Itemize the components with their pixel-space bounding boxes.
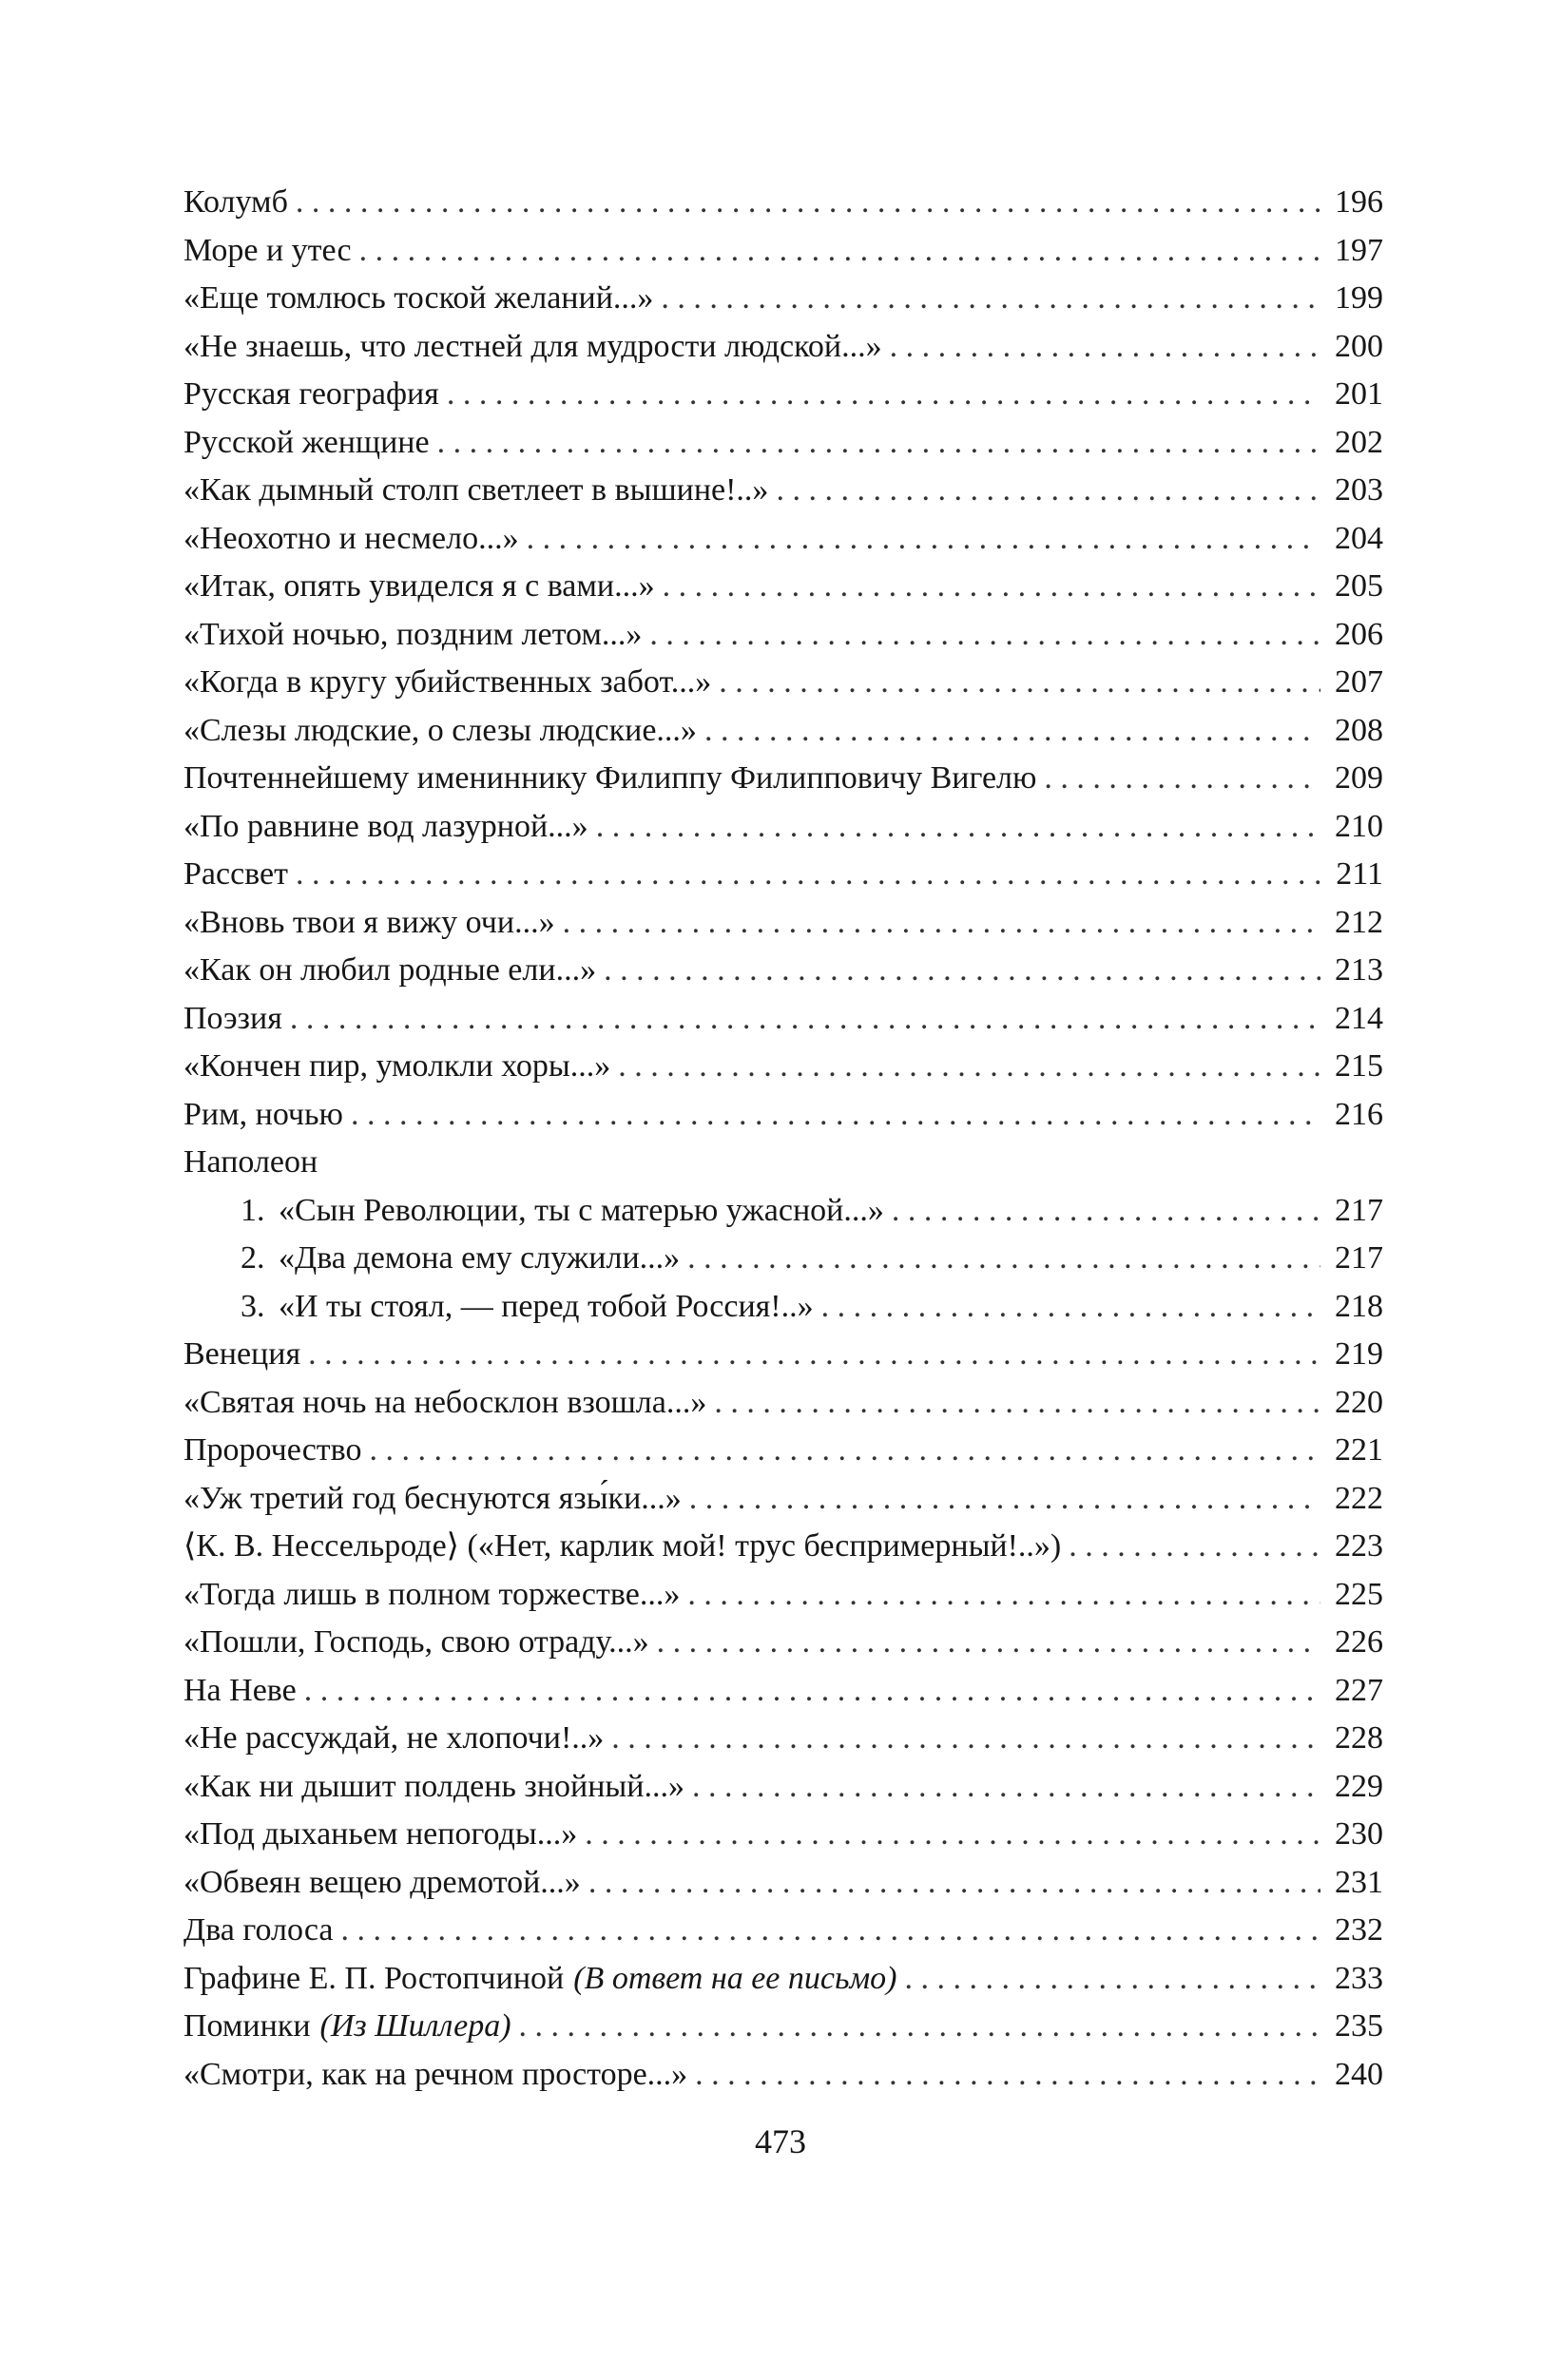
dot-leader [714, 1379, 1320, 1428]
dot-leader [776, 467, 1320, 515]
dot-leader [695, 2051, 1320, 2100]
toc-entry-title: «Как он любил родные ели...» [183, 952, 597, 988]
toc-entry [183, 899, 1383, 948]
toc-entry-page: 227 [1335, 1672, 1383, 1708]
toc-entry-title: «Не рассуждай, не хлопочи!..» [183, 1720, 605, 1756]
dot-leader [689, 1475, 1320, 1524]
dot-leader [596, 803, 1320, 852]
dot-leader [661, 275, 1320, 323]
dot-leader [687, 1235, 1320, 1283]
toc-entry-title: «Обвеян вещею дремотой...» [183, 1864, 581, 1900]
toc-entry-page: 215 [1335, 1048, 1383, 1084]
toc-entry [183, 1427, 1383, 1475]
toc-entry-page: 200 [1335, 328, 1383, 364]
toc-entry-title: «Смотри, как на речном просторе...» [183, 2056, 688, 2092]
toc-entry-page: 233 [1335, 1960, 1383, 1996]
toc-entry-page: 214 [1335, 1000, 1383, 1036]
toc-entry-page: 210 [1335, 808, 1383, 844]
toc-entry-title: Графине Е. П. Ростопчиной [183, 1960, 565, 1996]
dot-leader [351, 1091, 1320, 1140]
toc-entry [183, 1955, 1383, 2004]
toc-entry-page: 231 [1335, 1864, 1383, 1900]
toc-entry-title: «Как ни дышит полдень знойный...» [183, 1768, 684, 1804]
toc-entry-title: «Кончен пир, умолкли хоры...» [183, 1048, 611, 1084]
dot-leader [519, 2003, 1320, 2051]
toc-entry [183, 1475, 1383, 1524]
toc-entry [183, 1331, 1383, 1379]
toc-entry-title: Почтеннейшему имениннику Филиппу Филипповичу Вигелю [183, 760, 1037, 796]
toc-entry-title: «Не знаешь, что лестней для мудрости людской...» [183, 328, 882, 364]
toc-entry-title: Русская география [183, 376, 439, 412]
toc-entry-title: Поэзия [183, 1000, 282, 1036]
toc-entry-page: 225 [1335, 1576, 1383, 1612]
toc-entry [183, 995, 1383, 1044]
toc-entry-title: «И ты стоял, — перед тобой Россия!..» [279, 1288, 814, 1324]
dot-leader [437, 419, 1320, 468]
toc-entry-title: ⟨К. В. Нессельроде⟩ («Нет, карлик мой! трус беспримерный!..») [183, 1528, 1062, 1564]
dot-leader [296, 179, 1320, 227]
dot-leader [704, 707, 1320, 756]
toc-entry [183, 1715, 1383, 1763]
toc-entry-title: «Святая ночь на небосклон взошла...» [183, 1384, 707, 1420]
dot-leader [821, 1283, 1320, 1332]
toc-entry [183, 659, 1383, 707]
toc-entry-number: 1. [241, 1192, 265, 1228]
toc-entry [183, 323, 1383, 372]
toc-entry-title: Море и утес [183, 232, 352, 268]
dot-leader [447, 371, 1320, 419]
toc-entry-title: Наполеон [183, 1144, 318, 1180]
dot-leader [308, 1331, 1320, 1379]
toc-entry-page: 207 [1335, 664, 1383, 700]
toc-entry-page: 197 [1335, 232, 1383, 268]
dot-leader [527, 515, 1320, 564]
toc-entry [183, 515, 1383, 564]
dot-leader [892, 1187, 1320, 1236]
toc-entry [183, 1139, 1383, 1187]
dot-leader [904, 1955, 1320, 2004]
toc-entry-page: 222 [1335, 1480, 1383, 1516]
dot-leader [563, 899, 1320, 948]
toc-entry [183, 1811, 1383, 1859]
toc-entry-page: 206 [1335, 616, 1383, 652]
dot-leader [692, 1763, 1320, 1812]
toc-entry [183, 2003, 1383, 2051]
dot-leader [1044, 755, 1320, 803]
toc-entry-title: «Вновь твои я вижу очи...» [183, 904, 555, 940]
toc-entry [183, 1379, 1383, 1428]
toc-entry-page: 226 [1335, 1624, 1383, 1660]
toc-entry-note: (В ответ на ее письмо) [573, 1960, 897, 1996]
toc-entry [183, 755, 1383, 803]
toc-entry [183, 611, 1383, 660]
toc-entry [183, 227, 1383, 276]
dot-leader [663, 563, 1320, 611]
toc-sub-entry [183, 1235, 1383, 1283]
toc-entry-page: 209 [1335, 760, 1383, 796]
toc-entry [183, 851, 1383, 899]
dot-leader [369, 1427, 1320, 1475]
toc-entry-title: Русской женщине [183, 424, 430, 460]
dot-leader [585, 1811, 1320, 1859]
toc-entry-page: 230 [1335, 1816, 1383, 1852]
toc-entry-title: Рим, ночью [183, 1096, 343, 1132]
toc-entry-page: 219 [1335, 1336, 1383, 1372]
toc-entry-page: 217 [1335, 1192, 1383, 1228]
toc-entry [183, 1091, 1383, 1140]
toc-entry-title: На Неве [183, 1672, 297, 1708]
toc-entry [183, 371, 1383, 419]
toc-entry-page: 217 [1335, 1240, 1383, 1276]
toc-entry-page: 235 [1335, 2008, 1383, 2044]
toc-sub-entry [183, 1187, 1383, 1236]
toc-entry [183, 1667, 1383, 1716]
toc-entry-page: 202 [1335, 424, 1383, 460]
toc-entry-page: 228 [1335, 1720, 1383, 1756]
toc-entry-page: 232 [1335, 1912, 1383, 1948]
toc-entry-title: Венеция [183, 1336, 301, 1372]
toc-entry [183, 1907, 1383, 1955]
toc-entry-title: «Как дымный столп светлеет в вышине!..» [183, 472, 769, 508]
table-of-contents [183, 179, 1383, 2099]
toc-entry-title: «Пошли, Господь, свою отраду...» [183, 1624, 649, 1660]
toc-entry-page: 212 [1335, 904, 1383, 940]
toc-entry-title: Пророчество [183, 1432, 362, 1468]
dot-leader [890, 323, 1320, 372]
dot-leader [657, 1619, 1320, 1667]
toc-entry-page: 211 [1336, 856, 1383, 892]
toc-entry [183, 275, 1383, 323]
toc-entry [183, 1043, 1383, 1091]
toc-entry [183, 2051, 1383, 2100]
toc-entry-title: «Неохотно и несмело...» [183, 520, 519, 556]
toc-entry [183, 1523, 1383, 1571]
toc-entry-title: «Два демона ему служили...» [279, 1240, 681, 1276]
toc-entry-page: 204 [1335, 520, 1383, 556]
dot-leader [719, 659, 1320, 707]
toc-entry [183, 179, 1383, 227]
dot-leader [304, 1667, 1320, 1716]
toc-sub-entry [183, 1283, 1383, 1332]
toc-entry-title: «Еще томлюсь тоской желаний...» [183, 280, 654, 316]
toc-entry-title: «Итак, опять увиделся я с вами...» [183, 568, 655, 604]
dot-leader [296, 851, 1320, 899]
toc-entry-title: «Под дыханьем непогоды...» [183, 1816, 578, 1852]
toc-entry [183, 1859, 1383, 1908]
toc-entry-page: 229 [1335, 1768, 1383, 1804]
toc-entry-title: Два голоса [183, 1912, 334, 1948]
toc-entry-title: «Тогда лишь в полном торжестве...» [183, 1576, 681, 1612]
toc-entry-page: 220 [1335, 1384, 1383, 1420]
toc-entry [183, 419, 1383, 468]
toc-entry-note: (Из Шиллера) [319, 2008, 511, 2044]
toc-entry-title: «Сын Революции, ты с матерью ужасной...» [279, 1192, 884, 1228]
toc-entry-page: 218 [1335, 1288, 1383, 1324]
dot-leader [588, 1859, 1320, 1908]
toc-entry-title: Колумб [183, 184, 288, 220]
toc-entry-title: Рассвет [183, 856, 288, 892]
dot-leader [340, 1907, 1320, 1955]
toc-entry [183, 563, 1383, 611]
toc-entry [183, 467, 1383, 515]
toc-entry-title: «Уж третий год беснуются язы́ки...» [183, 1480, 682, 1516]
toc-entry-page: 205 [1335, 568, 1383, 604]
toc-entry-page: 240 [1335, 2056, 1383, 2092]
toc-entry [183, 1619, 1383, 1667]
toc-entry [183, 1763, 1383, 1812]
toc-entry-title: «Слезы людские, о слезы людские...» [183, 712, 697, 748]
dot-leader [649, 611, 1320, 660]
dot-leader [1069, 1523, 1320, 1571]
dot-leader [611, 1715, 1320, 1763]
toc-entry-page: 223 [1335, 1528, 1383, 1564]
toc-entry-page: 221 [1335, 1432, 1383, 1468]
toc-entry-title: Поминки [183, 2008, 311, 2044]
toc-entry [183, 707, 1383, 756]
toc-entry [183, 803, 1383, 852]
toc-entry-title: «Когда в кругу убийственных забот...» [183, 664, 712, 700]
dot-leader [359, 227, 1320, 276]
toc-entry-title: «Тихой ночью, поздним летом...» [183, 616, 643, 652]
dot-leader [618, 1043, 1320, 1091]
page-number: 473 [755, 2122, 806, 2160]
dot-leader [687, 1571, 1320, 1620]
toc-entry-page: 216 [1335, 1096, 1383, 1132]
toc-entry-page: 208 [1335, 712, 1383, 748]
dot-leader [604, 947, 1320, 995]
dot-leader [290, 995, 1320, 1044]
toc-entry-page: 203 [1335, 472, 1383, 508]
toc-entry-number: 3. [241, 1288, 265, 1324]
toc-entry-title: «По равнине вод лазурной...» [183, 808, 588, 844]
toc-entry [183, 947, 1383, 995]
toc-entry-number: 2. [241, 1240, 265, 1276]
toc-entry [183, 1571, 1383, 1620]
toc-entry-page: 213 [1335, 952, 1383, 988]
toc-entry-page: 196 [1335, 184, 1383, 220]
toc-entry-page: 201 [1335, 376, 1383, 412]
toc-entry-page: 199 [1335, 280, 1383, 316]
